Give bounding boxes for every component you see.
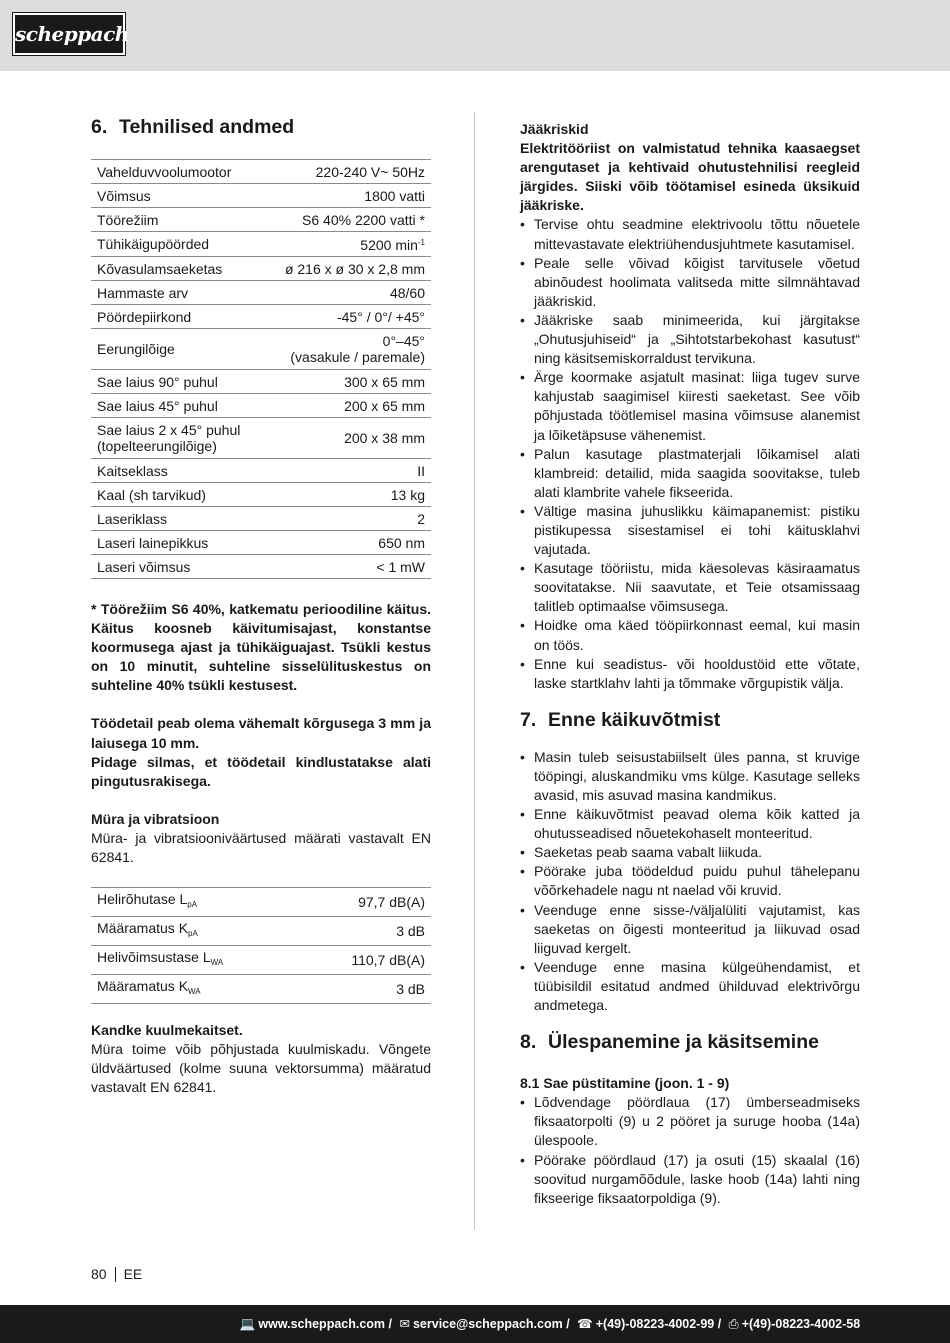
- list-item: • Tervise ohtu seadmine elektrivoolu tõttu nõuetele mittevastavate elektriühendusjuhtmete kasutamisel.: [520, 215, 860, 253]
- noise-label-sub: pA: [188, 929, 198, 939]
- table-row: [91, 507, 431, 531]
- table-row: [91, 232, 431, 257]
- section-7-list: [520, 748, 860, 1015]
- list-item: • Enne käikuvõtmist peavad olema kõik katted ja ohutusseadised nõuetekohaselt monteeritud.: [520, 805, 860, 843]
- spec-label: Vahelduvvoolumootor: [91, 160, 263, 184]
- table-row: [91, 555, 431, 579]
- spec-value: -45° / 0°/ +45°: [263, 305, 431, 329]
- right-column: [520, 120, 860, 1208]
- spec-label: Kaal (sh tarvikud): [91, 483, 263, 507]
- table-row: [91, 305, 431, 329]
- footer-contact-bar: [0, 1305, 950, 1343]
- list-item: • Pöörake pöördlaud (17) ja osuti (15) skaalal (16) soovitud nurgamõõdule, laske hoob (14a) lahti ning fikseerige fiksaatorpoldiga (9).: [520, 1151, 860, 1208]
- spec-value: < 1 mW: [263, 555, 431, 579]
- noise-label-text: Määramatus K: [97, 920, 189, 937]
- language-code: EE: [123, 1266, 143, 1282]
- spec-value: II: [263, 459, 431, 483]
- hearing-text: Müra toime võib põhjustada kuulmiskadu. Võngete üldväärtused (kolme suuna vektorsumma) määratud vastavalt EN 62841.: [91, 1041, 431, 1096]
- spec-label: Pöördepiirkond: [91, 305, 263, 329]
- spec-label: Töörežiim: [91, 208, 263, 232]
- spec-value: [263, 232, 431, 257]
- column-divider: [474, 112, 475, 1230]
- spec-value: S6 40% 2200 vatti *: [263, 208, 431, 232]
- section-7-number: 7.: [520, 708, 537, 731]
- table-row: [91, 257, 431, 281]
- page-number: 80: [91, 1266, 107, 1282]
- noise-label: [91, 975, 301, 1004]
- section-6-heading: [91, 116, 431, 139]
- list-item: • Peale selle võivad kõigist tarvitusele võetud abinõudest hoolimata valitseda mitte silmnähtavad jääkriskid.: [520, 254, 860, 311]
- page-number-block: [91, 1266, 142, 1282]
- table-row: [91, 184, 431, 208]
- spec-value: 13 kg: [263, 483, 431, 507]
- spec-value-line: 0°–45°: [382, 333, 425, 349]
- table-row: [91, 917, 431, 946]
- noise-label: [91, 888, 301, 917]
- noise-heading: Müra ja vibratsioon: [91, 810, 220, 827]
- noise-value: 3 dB: [301, 917, 431, 946]
- table-row: [91, 370, 431, 394]
- clamp-note: Pidage silmas, et töödetail kindlustatakse alati pingutusrakisega.: [91, 753, 431, 789]
- spec-value: 48/60: [263, 281, 431, 305]
- spec-value: 300 x 65 mm: [263, 370, 431, 394]
- spec-label-line: (topelteerungilõige): [97, 438, 217, 454]
- spec-label: Sae laius 90° puhul: [91, 370, 263, 394]
- list-item: • Enne kui seadistus- või hooldustöid ette võtate, laske startklahv lahti ja tõmmake võrgupistik välja.: [520, 655, 860, 693]
- list-item: • Veenduge enne sisse-/väljalüliti vajutamist, kas saeketas on õigesti monteeritud ja liikuvad osad liiguvad kergelt.: [520, 901, 860, 958]
- website-link[interactable]: www.scheppach.com /: [258, 1317, 392, 1331]
- phone-number: +(49)-08223-4002-99 /: [595, 1317, 722, 1331]
- spec-label: Hammaste arv: [91, 281, 263, 305]
- computer-icon: 💻: [239, 1317, 256, 1331]
- residual-risks-intro: Elektritööriist on valmistatud tehnika kaasaegset arengutaset ja kehtivaid ohutustehnilisi reegleid järgides. Siiski võib töötamisel esineda üksikuid jääkriske.: [520, 140, 860, 214]
- section-7-heading: [520, 709, 860, 732]
- section-8-title: Ülespanemine ja käsitsemine: [548, 1031, 819, 1054]
- spec-value: 200 x 65 mm: [263, 394, 431, 418]
- noise-label-sub: WA: [188, 987, 201, 997]
- list-item: • Ärge koormake asjatult masinat: liiga tugev surve kahjustab saagimisel kiiresti saeketast. See võib põhjustada töötlemisel masina võimsuse alanemist ja lõiketäpsuse vähenemist.: [520, 368, 860, 444]
- noise-label: [91, 917, 301, 946]
- table-row: [91, 459, 431, 483]
- noise-text: Müra- ja vibratsiooniväärtused määrati vastavalt EN 62841.: [91, 829, 431, 866]
- table-row: [91, 394, 431, 418]
- spec-value: 220-240 V~ 50Hz: [263, 160, 431, 184]
- fax-number: +(49)-08223-4002-58: [741, 1317, 861, 1331]
- noise-value: 110,7 dB(A): [301, 946, 431, 975]
- spec-label: Tühikäigupöörded: [91, 232, 263, 257]
- list-item: • Kasutage tööriistu, mida käesolevas käsiraamatus soovitatakse. Nii saavutate, et Teie otsamissaag talitleb optimaalse võimsusega.: [520, 559, 860, 616]
- table-row: [91, 888, 431, 917]
- spec-label-line: Sae laius 2 x 45° puhul: [97, 422, 241, 438]
- table-row: [91, 946, 431, 975]
- residual-risks-heading: Jääkriskid: [520, 121, 589, 137]
- workpiece-note: Töödetail peab olema vähemalt kõrgusega 3 mm ja laiusega 10 mm.: [91, 715, 431, 751]
- noise-value: 3 dB: [301, 975, 431, 1004]
- mail-icon: ✉: [399, 1317, 410, 1331]
- table-row: [91, 483, 431, 507]
- noise-label: [91, 946, 301, 975]
- spec-label: Laseriklass: [91, 507, 263, 531]
- page-number-separator: [115, 1267, 116, 1282]
- spec-label: Võimsus: [91, 184, 263, 208]
- table-row: [91, 160, 431, 184]
- table-row: [91, 531, 431, 555]
- list-item: • Vältige masina juhuslikku käimapanemist: pistiku pistikupessa sisestamisel ei tohi käitusklahvi vajutada.: [520, 502, 860, 559]
- spec-label: Kaitseklass: [91, 459, 263, 483]
- spec-value: 2: [263, 507, 431, 531]
- noise-label-text: Määramatus K: [97, 978, 189, 995]
- spec-label: Laseri lainepikkus: [91, 531, 263, 555]
- noise-label-text: Helirõhutase L: [97, 891, 188, 908]
- specs-table: [91, 159, 431, 579]
- section-8-heading: [520, 1031, 860, 1054]
- table-row: [91, 418, 431, 459]
- list-item: • Hoidke oma käed tööpiirkonnast eemal, kui masin on töös.: [520, 616, 860, 654]
- spec-value: ø 216 x ø 30 x 2,8 mm: [263, 257, 431, 281]
- spec-label: [91, 418, 263, 459]
- table-row: [91, 208, 431, 232]
- left-column: [91, 112, 431, 1098]
- spec-value: [263, 329, 431, 370]
- noise-value: 97,7 dB(A): [301, 888, 431, 917]
- list-item: • Palun kasutage plastmaterjali lõikamisel alati klambreid: detailid, mida saagida soovitakse, tuleb alati klambrite vahele fikseerida.: [520, 445, 860, 502]
- list-item: • Saeketas peab saama vabalt liikuda.: [520, 843, 860, 862]
- brand-logo-text: scheppach: [15, 22, 129, 46]
- residual-risks-list: [520, 215, 860, 692]
- noise-table: [91, 887, 431, 1004]
- rpm-value: 5200 min: [360, 237, 418, 253]
- noise-label-text: Helivõimsustase L: [97, 949, 211, 966]
- table-row: [91, 281, 431, 305]
- hearing-heading: Kandke kuulmekaitset.: [91, 1022, 243, 1039]
- list-item: • Lõdvendage pöördlaua (17) ümberseadmiseks fiksaatorpolti (9) u 2 pööret ja suruge hooba (14a) ülespoole.: [520, 1093, 860, 1150]
- table-row: [91, 329, 431, 370]
- list-item: • Pöörake juba töödeldud puidu puhul tähelepanu võõrkehadele nagu nt naelad või kruvid.: [520, 862, 860, 900]
- list-item: • Masin tuleb seisustabiilselt üles panna, st kruvige tööpingi, aluskandmiku vms külge. Kasutage selleks avasid, mis asuvad masina kandmikus.: [520, 748, 860, 805]
- section-7-title: Enne käikuvõtmist: [548, 708, 721, 731]
- spec-value-line: (vasakule / paremale): [290, 349, 425, 365]
- rpm-superscript: -1: [417, 238, 425, 247]
- subsection-8-1-heading: 8.1 Sae püstitamine (joon. 1 - 9): [520, 1075, 730, 1092]
- noise-label-sub: pA: [187, 900, 198, 910]
- noise-label-sub: WA: [210, 958, 224, 968]
- list-item: • Veenduge enne masina külgeühendamist, et tüübisildil esitatud andmed ühilduvad elektrivõrgu andmetega.: [520, 958, 860, 1015]
- section-6-number: 6.: [91, 116, 108, 138]
- section-8-number: 8.: [520, 1031, 537, 1054]
- spec-label: Kõvasulamsaeketas: [91, 257, 263, 281]
- header-band: [0, 0, 950, 71]
- duty-cycle-footnote: * Töörežiim S6 40%, katkematu perioodiline käitus. Käitus koosneb käivitumisajast, konstantse koormusega ajast ja tühikäiguajast. Tsükli kestus on 10 minutit, suhteline sisselülituskestus on suhteline 40% tsükli kestusest.: [91, 601, 431, 694]
- subsection-8-1-list: [520, 1093, 860, 1208]
- list-item: • Jääkriske saab minimeerida, kui järgitakse „Ohutusjuhiseid“ ja „Sihtotstarbekohast kasutust“ ning käsitsemiskorraldust tervikuna.: [520, 311, 860, 368]
- spec-value: 650 nm: [263, 531, 431, 555]
- spec-label: Eerungilõige: [91, 329, 263, 370]
- section-6-title: Tehnilised andmed: [119, 116, 295, 138]
- email-link[interactable]: service@scheppach.com /: [412, 1317, 570, 1331]
- spec-label: Sae laius 45° puhul: [91, 394, 263, 418]
- phone-icon: ☎: [577, 1317, 593, 1331]
- spec-value: 1800 vatti: [263, 184, 431, 208]
- fax-icon: ⎙: [728, 1317, 739, 1331]
- spec-label: Laseri võimsus: [91, 555, 263, 579]
- brand-logo[interactable]: [13, 13, 129, 55]
- spec-value: 200 x 38 mm: [263, 418, 431, 459]
- table-row: [91, 975, 431, 1004]
